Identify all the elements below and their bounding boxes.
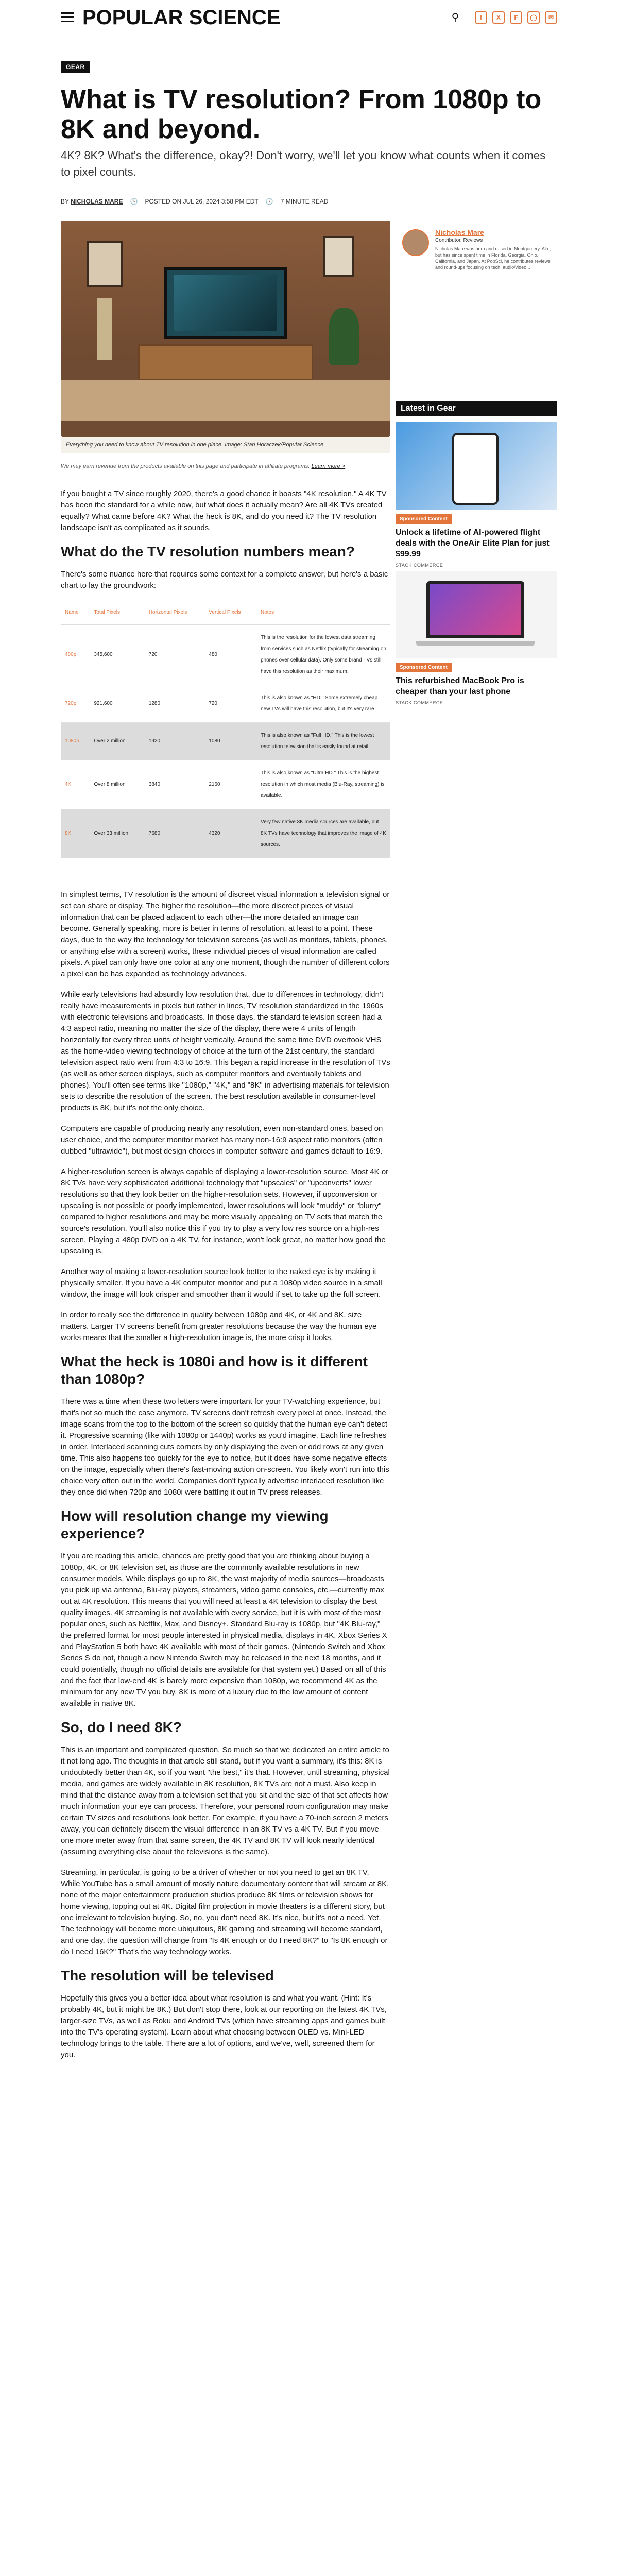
table-cell: 720p — [61, 685, 90, 723]
table-cell: 4K — [61, 760, 90, 809]
table-row — [61, 723, 390, 760]
table-cell: 1080 — [204, 723, 256, 760]
x-icon[interactable]: X — [492, 11, 505, 24]
table-row — [61, 760, 390, 809]
table-cell: 2160 — [204, 760, 256, 809]
table-cell: 3840 — [145, 760, 204, 809]
column-header: Vertical Pixels — [204, 601, 256, 625]
paragraph: Hopefully this gives you a better idea about what resolution is and what you want. (Hint: It's probably 4K, but it might be 8K.) But don't stop there, look at our reporting on the latest 4K TVs, larger-size TVs, as well as Roku and Android TVs (which have streaming apps and games built into the TV's operating system). Learn about what choosing between OLED vs. Mini-LED technology brings to the table. There are a lot of options, and we've, well, screened them for you. — [61, 1994, 387, 2059]
paragraph: There was a time when these two letters were important for your TV-watching experience, but that's not so much the case anymore. TV screens don't refresh every pixel at once. Instead, the image scans from the top to the bottom of the screen so quickly that the human eye can't detect it. Progressive scanning (like with 1080p or 1440p) works as you'd imagine. Each line refreshes in order. Interlaced scanning cuts corners by only displaying the even or odd rows at any given time. This also happens too quickly for the eye to notice, but it does have some negative effects on the image, especially when there's fast-moving action on-screen. You likely won't run into this choice very often out in the world. Companies don't typically advertise interlaced resolution like they once did when 720p and 1080i were battling it out in TV press releases. — [61, 1397, 389, 1497]
posted-date: POSTED ON JUL 26, 2024 3:58 PM EDT — [145, 198, 259, 205]
table-cell: This is also known as "Ultra HD." This is the highest resolution in which most media (Blu-Ray, streaming) is available. — [256, 760, 390, 809]
resolution-table — [61, 601, 390, 858]
column-header: Horizontal Pixels — [145, 601, 204, 625]
paragraph: If you are reading this article, chances are pretty good that you are thinking about buying a 1080p, 4K, or 8K television set, as those are the commonly available resolutions in new consumer models. While displays go up to 8K, the vast majority of media sources—broadcasts you pick up via antenna, Blu-ray players, streamers, video game consoles, etc.—currently max out at 4K resolution. This means that you will need at least a 4K television to display the best quality images. 4K streaming is not available with every service, but it is with most of the most popular ones, such as Netflix, Max, and Disney+. Standard Blu-ray is 1080p, but "4K Blu-ray," the preferred format for most people interested in physical media, displays in 4K. Xbox Series X and PlayStation 5 both have 4K available with most of their games. (Nintendo Switch and Xbox Series S do not, though a new Nintendo Switch may be released in the next 18 months, and it could potentially, though no official details are available for that system yet.) Based on all of this and the fact that low-end 4K is barely more expensive than 1080p, we recommend 4K as the minimum for any new TV you buy. 8K is more of a luxury due to the low amount of content available in native 8K. — [61, 1552, 387, 1708]
article-body — [61, 488, 390, 2070]
section-heading: How will resolution change my viewing experience? — [61, 1508, 329, 1541]
tv-illustration — [164, 267, 287, 339]
sponsored-badge: Sponsored Content — [396, 663, 452, 672]
header-icons — [449, 11, 557, 24]
table-header-row — [61, 601, 390, 625]
section-heading: What the heck is 1080i and how is it different than 1080p? — [61, 1353, 368, 1387]
hero-image — [61, 221, 390, 437]
affiliate-notice: We may earn revenue from the products available on this page and participate in affiliate programs. Learn more > — [61, 463, 346, 469]
learn-more-link[interactable]: Learn more > — [311, 463, 346, 469]
section-heading: So, do I need 8K? — [61, 1719, 182, 1735]
hero-caption: Everything you need to know about TV resolution in one place. Image: Stan Horaczek/Popular Science — [61, 437, 390, 453]
column-header: Name — [61, 601, 90, 625]
author-role: Contributor, Reviews — [435, 238, 483, 243]
table-cell: 8K — [61, 809, 90, 858]
paragraph: If you bought a TV since roughly 2020, there's a good chance it boasts "4K resolution." A 4K TV has been the standard for a while now, but what does it actually mean? Are all 4K TVs created equally? What came before 4K? What the heck is 8K, and do you need it? The TV resolution landscape isn't as complicated as it sounds. — [61, 489, 387, 532]
card-source: STACK COMMERCE — [396, 700, 443, 705]
table-cell: 1280 — [145, 685, 204, 723]
author-bio: Nicholas Mare was born and raised in Montgomery, Ala., but has since spent time in Florida, Georgia, Ohio, California, and Japan. At PopSci, he contributes reviews and round-ups focusing on tech, audio/video... — [435, 246, 551, 270]
table-cell: 7680 — [145, 809, 204, 858]
facebook-icon[interactable]: f — [475, 11, 487, 24]
table-cell: This is also known as "Full HD." This is the lowest resolution television that is easily found at retail. — [256, 723, 390, 760]
paragraph: There's some nuance here that requires some context for a complete answer, but here's a basic chart to lay the groundwork: — [61, 570, 388, 590]
table-cell: 921,600 — [90, 685, 144, 723]
category-tag[interactable]: GEAR — [61, 61, 90, 73]
article-dek: 4K? 8K? What's the difference, okay?! Don't worry, we'll let you know what counts when it comes to pixel counts. — [61, 149, 546, 178]
sidebar-card[interactable] — [396, 422, 557, 568]
card-image[interactable] — [396, 571, 557, 658]
paragraph: While early televisions had absurdly low resolution that, due to differences in technology, didn't really have measurements in pixels but rather in lines, TV resolution standardized in the 1960s with electronic televisions and broadcasts. In those days, the standard television screen had a 4:3 aspect ratio, meaning no matter the size of the display, there were 4 units of length horizontally for every three units of height vertically. Around the same time DVD overtook VHS as the home-video viewing technology of choice at the turn of the 21st century, the standard television aspect ratio went from 4:3 to 16:9. This began a rapid increase in the resolution of TVs (as well as other screen displays, such as computer monitors and eventually tablets and phones). You'll often see terms like "1080p," "4K," and "8K" in advertising materials for television sets to describe the resolution of the screen. The best resolution available in consumer-level products is 8K, but it's not the only choice. — [61, 990, 390, 1112]
avatar[interactable] — [402, 229, 429, 256]
table-cell: 1920 — [145, 723, 204, 760]
table-row — [61, 625, 390, 685]
table-row — [61, 685, 390, 723]
paragraph: This is an important and complicated question. So much so that we dedicated an entire article to it not long ago. The thoughts in that article still stand, but if you want a summary, it's this: 8K is undoubtedly better than 4K, so if you want "the best," it's that. However, until streaming, physical media, and games are widely available in 8K resolution, 8K TVs are not a must. Also keep in mind that the distance away from a television set that you sit and the size of that set affects how much information your eye can process. Therefore, your personal room configuration may make certain TV sizes and resolutions look better. For example, if you have a 70-inch screen 2 meters away, you can definitely discern the visual difference in an 8K TV vs a 4K TV. But if you move one more meter away from that same screen, the 4K TV and 8K TV will look nearly identical (assuming everything else about the televisions is the same). — [61, 1745, 390, 1856]
byline — [61, 198, 452, 205]
paragraph: A higher-resolution screen is always capable of displaying a lower-resolution source. Most 4K or 8K TVs have very sophisticated additional technology that "upscales" or "upconverts" lower resolutions so that they look better on the higher-resolution sets. However, if upconversion or upscaling is not possible or poorly implemented, lower resolutions will look "muddy" or "blurry" compared to higher resolutions and may be more visually appealing on TV sets that match the source's resolution. You'll also notice this if you try to play a very low res source on a high-res screen. Playing a 480p DVD on a 4K TV, for instance, won't look great, no matter how good the upscaling is. — [61, 1167, 389, 1256]
sponsored-badge: Sponsored Content — [396, 514, 452, 524]
table-row — [61, 809, 390, 858]
table-cell: Over 2 million — [90, 723, 144, 760]
table-cell: 480 — [204, 625, 256, 685]
menu-icon[interactable] — [61, 12, 74, 23]
table-cell: 4320 — [204, 809, 256, 858]
instagram-icon[interactable]: ◯ — [527, 11, 540, 24]
table-cell: 720 — [145, 625, 204, 685]
article-headline: What is TV resolution? From 1080p to 8K and beyond. — [61, 84, 542, 144]
clock-icon: 🕓 — [130, 198, 138, 205]
paragraph: Computers are capable of producing nearly any resolution, even non-standard ones, based on user choice, and the computer monitor market has many non-16:9 aspect ratio monitors (often dubbed "ultrawide"), but most design choices in computer software and games default to 16:9. — [61, 1124, 383, 1156]
column-header: Total Pixels — [90, 601, 144, 625]
table-cell: Over 33 million — [90, 809, 144, 858]
card-title[interactable]: Unlock a lifetime of AI-powered flight deals with the OneAir Elite Plan for just $99.99 — [396, 528, 550, 558]
site-header — [0, 0, 618, 35]
table-cell: 345,600 — [90, 625, 144, 685]
byline-prefix: BY NICHOLAS MARE — [61, 198, 123, 205]
card-source: STACK COMMERCE — [396, 563, 443, 568]
table-cell: 720 — [204, 685, 256, 723]
sidebar-card[interactable] — [396, 571, 557, 705]
author-card — [396, 221, 557, 287]
email-icon[interactable]: ✉ — [545, 11, 557, 24]
table-cell: 1080p — [61, 723, 90, 760]
paragraph: Another way of making a lower-resolution source look better to the naked eye is by making it physically smaller. If you have a 4K computer monitor and put a 1080p video source in a small window, the image will look crisper and smoother than it would if set to take up the full screen. — [61, 1267, 382, 1299]
author-link[interactable]: NICHOLAS MARE — [71, 198, 123, 205]
site-logo[interactable]: POPULAR SCIENCE — [82, 6, 281, 29]
card-title[interactable]: This refurbished MacBook Pro is cheaper than your last phone — [396, 676, 524, 696]
search-icon[interactable]: ⚲ — [451, 12, 459, 23]
flipboard-icon[interactable]: F — [510, 11, 522, 24]
read-time: 7 MINUTE READ — [280, 198, 329, 205]
section-heading: The resolution will be televised — [61, 1968, 274, 1984]
paragraph: Streaming, in particular, is going to be a driver of whether or not you need to get an 8K TV. While YouTube has a small amount of mostly nature documentary content that will stream at 8K, none of the major entertainment production studios produce 8K films or television shows for home viewing, topping out at 4K. Digital film projection in movie theaters is a different story, but one irrelevant to television buying. So, no, you don't need 8K. It's nice, but it's not a need. Yet. The technology will become more ubiquitous, 8K gaming and streaming will become standard, and one day, the question will change from "Is 4K enough or do I need 8K?" to "Is 8K enough or do I need 16K?" That's the way technology works. — [61, 1868, 389, 1956]
paragraph: In simplest terms, TV resolution is the amount of discreet visual information a television signal or set can share or display. The higher the resolution—the more discreet pieces of visual information that can be placed adjacent to each other—the more detailed an image can become. Generally speaking, more is better in terms of resolution, at least to a point. These days, due to the way the technology for television screens (as well as monitors, tablets, phones, or anything else with a screen) works, these individual pieces of visual information are called pixels. A pixel can only have one color at any one moment, though the number of different colors a pixel can be has expanded as technology advances. — [61, 890, 390, 978]
column-header: Notes — [256, 601, 390, 625]
section-heading: What do the TV resolution numbers mean? — [61, 544, 355, 560]
read-time-icon: 🕔 — [265, 198, 273, 205]
table-cell: Very few native 8K media sources are available, but 8K TVs have technology that improves the image of 4K sources. — [256, 809, 390, 858]
author-name-link[interactable]: Nicholas Mare — [435, 228, 484, 236]
latest-in-gear-heading: Latest in Gear — [396, 401, 557, 416]
table-cell: This is also known as "HD." Some extremely cheap new TVs will have this resolution, but it's very rare. — [256, 685, 390, 723]
table-cell: 480p — [61, 625, 90, 685]
card-image[interactable] — [396, 422, 557, 510]
paragraph: In order to really see the difference in quality between 1080p and 4K, or 4K and 8K, size matters. Larger TV screens benefit from greater resolutions because the way the human eye works means that the smaller a high-resolution image is, the more crisp it looks. — [61, 1311, 377, 1342]
table-cell: Over 8 million — [90, 760, 144, 809]
table-cell: This is the resolution for the lowest data streaming from services such as Netflix (typically for streaming on phones over cellular data). Only some brand TVs still have this resolution as their maximum. — [256, 625, 390, 685]
